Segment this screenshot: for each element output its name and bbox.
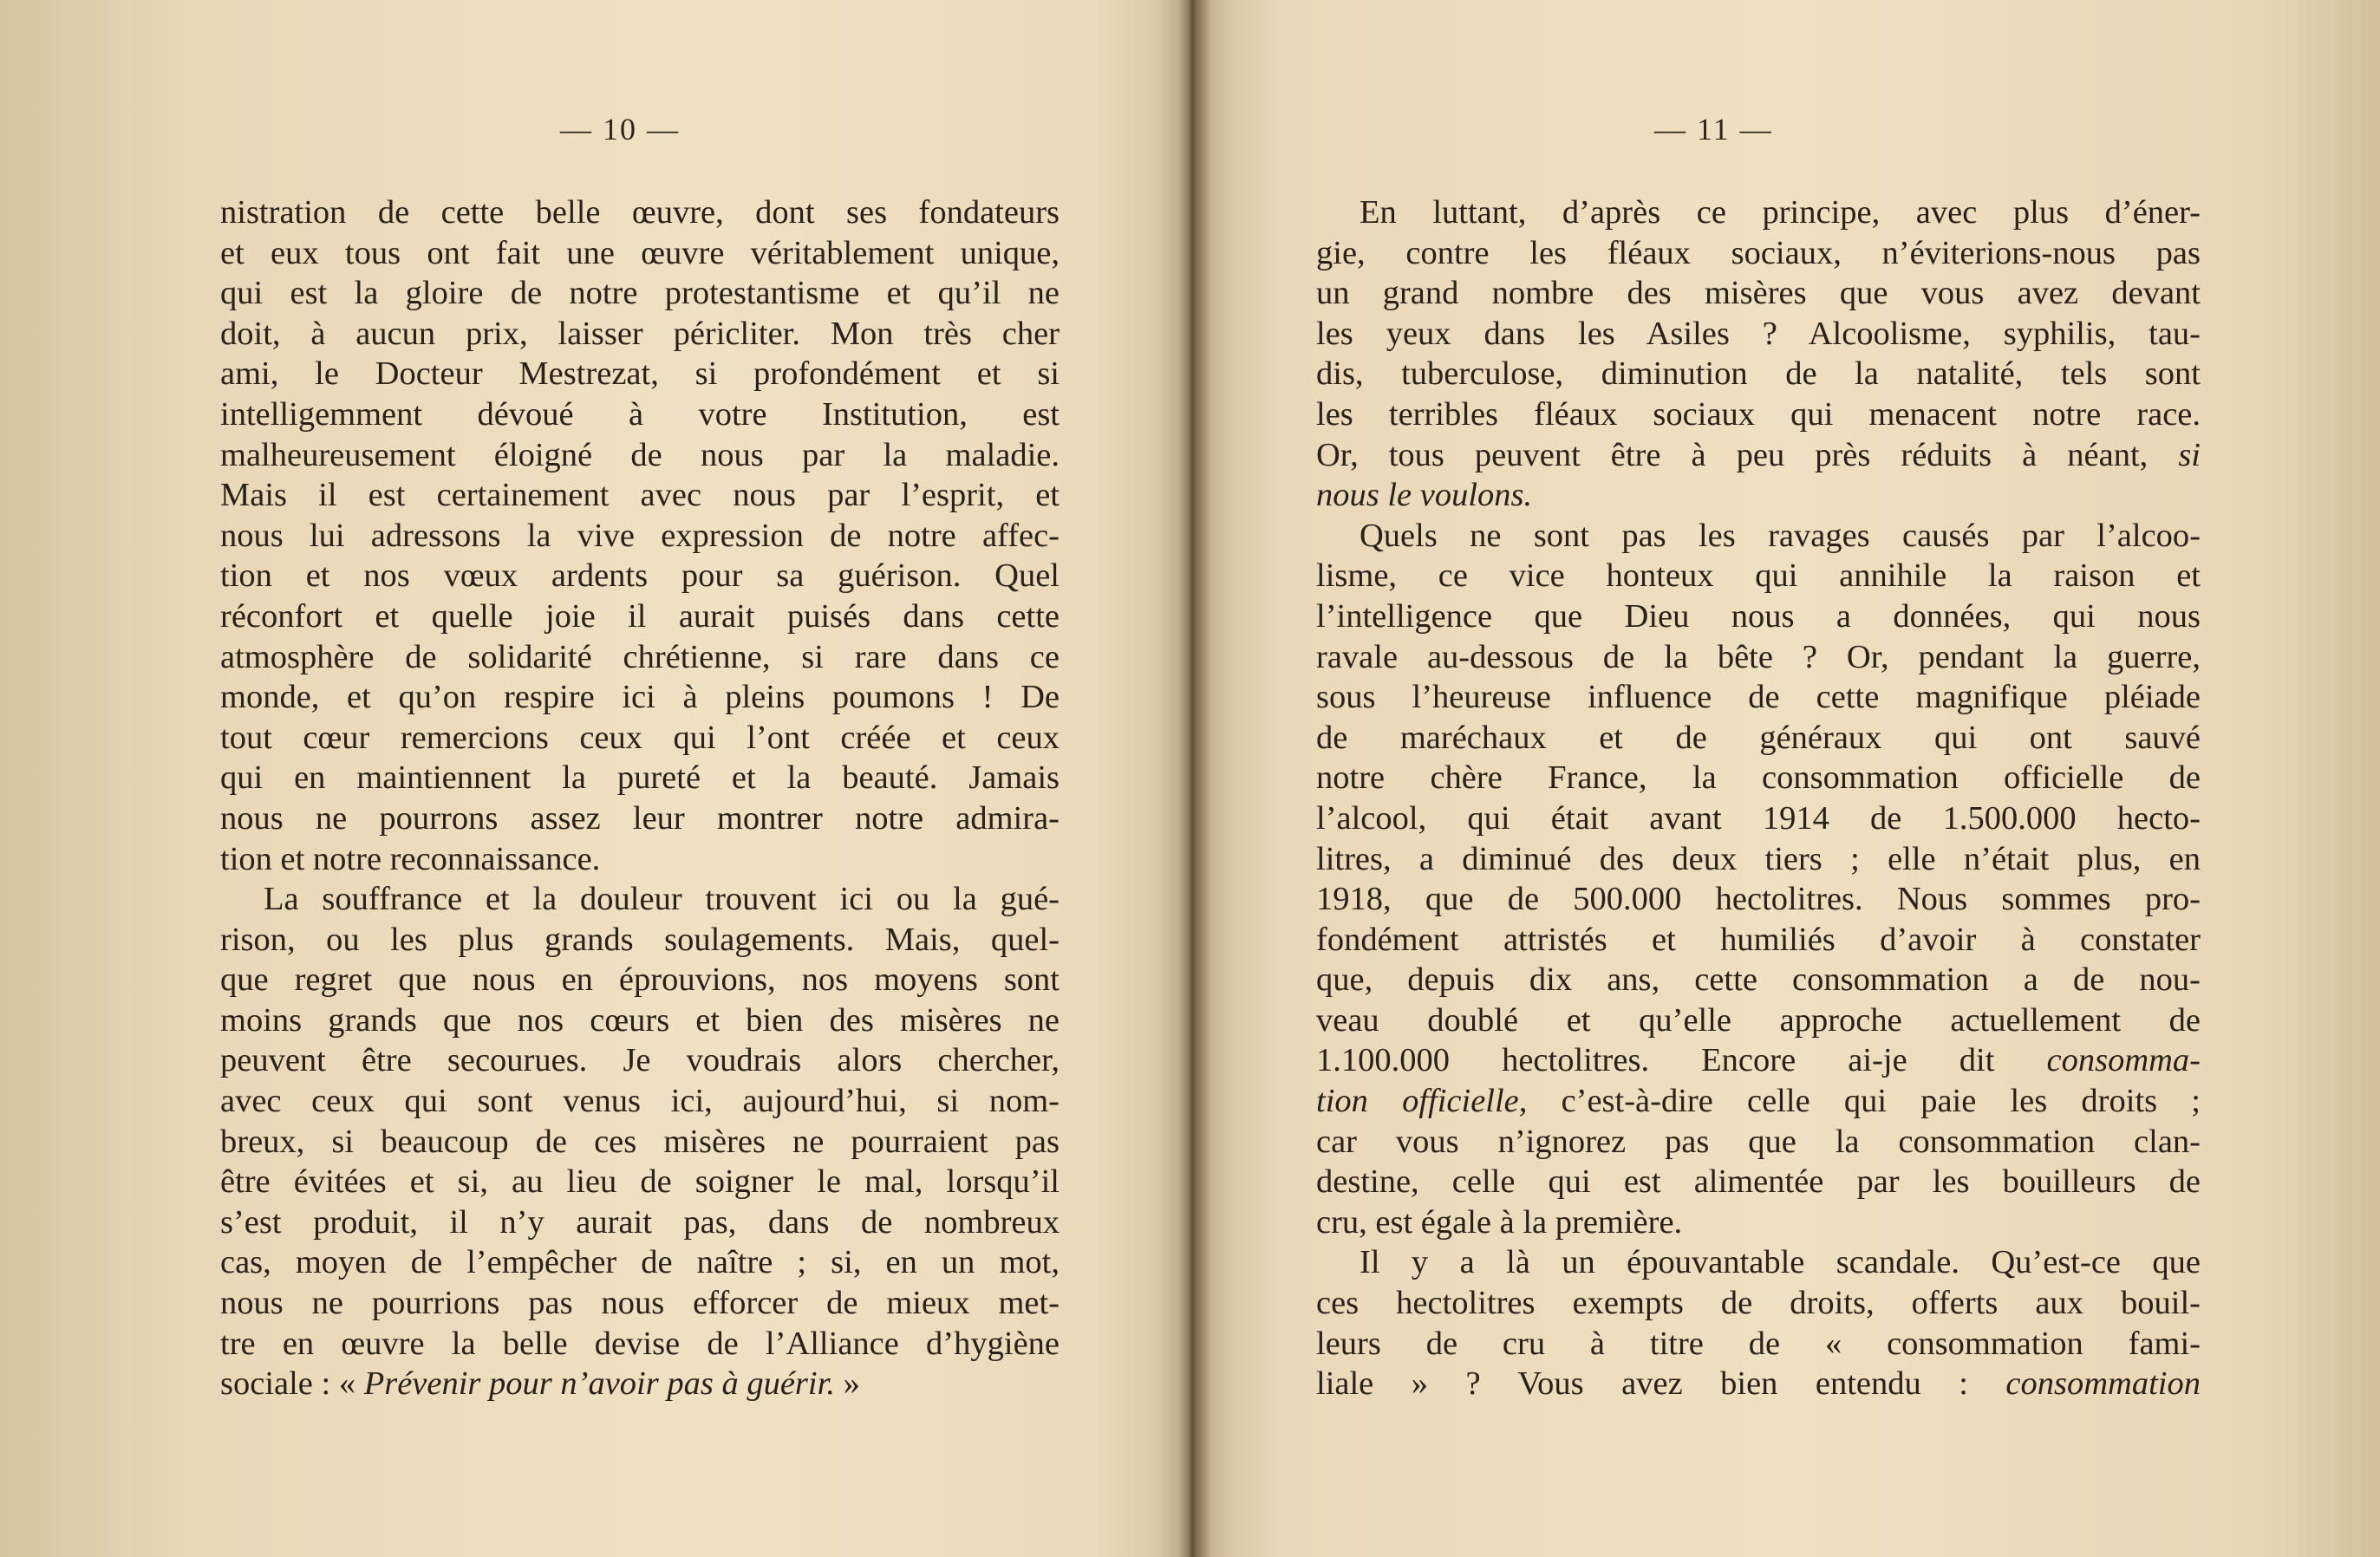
page-number-right: — 11 — xyxy=(1654,112,1773,147)
motto-suffix: » xyxy=(834,1365,860,1403)
text-line: peuvent être secourues. Je voudrais alors chercher, xyxy=(220,1042,1060,1079)
text-line: atmosphère de solidarité chrétienne, si rare dans ce xyxy=(220,638,1060,675)
text-line: intelligemment dévoué à votre Institution, est xyxy=(220,395,1060,433)
text-line: tout cœur remercions ceux qui l’ont créée et ceux xyxy=(220,719,1060,756)
text-line: les yeux dans les Asiles ? Alcoolisme, syphilis, tau- xyxy=(1316,315,2201,352)
text-line: Quels ne sont pas les ravages causés par l’alcoo- xyxy=(1360,517,2201,554)
italic-span: tion officielle, xyxy=(1316,1083,1528,1120)
text-line: l’alcool, qui était avant 1914 de 1.500.000 hecto- xyxy=(1316,799,2201,837)
text-line xyxy=(1316,435,2201,476)
text-line xyxy=(1316,1040,2201,1081)
text-line: En luttant, d’après ce principe, avec plus d’éner- xyxy=(1360,194,2201,231)
text-line: s’est produit, il n’y aurait pas, dans de nombreux xyxy=(220,1203,1060,1241)
text-line: moins grands que nos cœurs et bien des misères ne xyxy=(220,1001,1060,1039)
text-line: leurs de cru à titre de « consommation fami- xyxy=(1316,1325,2201,1362)
italic-span: si xyxy=(2178,436,2201,473)
text-line: monde, et qu’on respire ici à pleins poumons ! De xyxy=(220,679,1060,716)
text-line: Mais il est certainement avec nous par l’esprit, et xyxy=(220,477,1060,514)
text-line: l’intelligence que Dieu nous a données, qui nous xyxy=(1316,597,2201,635)
text-line: La souffrance et la douleur trouvent ici ou la gué- xyxy=(264,881,1060,918)
text-line: nistration de cette belle œuvre, dont ses fondateurs xyxy=(220,194,1060,231)
text-line xyxy=(1316,475,2201,516)
text-line: tion et notre reconnaissance. xyxy=(220,840,601,877)
italic-span: nous le voulons. xyxy=(1316,477,1533,514)
italic-span: consommation xyxy=(2005,1365,2201,1403)
left-page xyxy=(0,0,1186,1557)
text-line: 1918, que de 500.000 hectolitres. Nous sommes pro- xyxy=(1316,881,2201,918)
text-line: tion et nos vœux ardents pour sa guérison. Quel xyxy=(220,557,1060,595)
right-page xyxy=(1190,0,2380,1557)
page-number-left: — 10 — xyxy=(560,112,680,147)
text-line: rison, ou les plus grands soulagements. Mais, quel- xyxy=(220,921,1060,958)
text-line: fondément attristés et humiliés d’avoir à constater xyxy=(1316,921,2201,958)
text-line: ami, le Docteur Mestrezat, si profondément et si xyxy=(220,355,1060,393)
text-line: Il y a là un épouvantable scandale. Qu’est-ce que xyxy=(1360,1244,2201,1281)
text-span: 1.100.000 hectolitres. Encore ai-je dit xyxy=(1316,1042,2047,1079)
text-line: destine, celle qui est alimentée par les bouilleurs de xyxy=(1316,1163,2201,1201)
text-line: qui est la gloire de notre protestantisme et qu’il ne xyxy=(220,275,1060,312)
left-page-body xyxy=(220,192,1060,1404)
text-span: c’est-à-dire celle qui paie les droits ; xyxy=(1527,1083,2201,1120)
text-line-motto xyxy=(220,1364,1060,1404)
text-line: doit, à aucun prix, laisser péricliter. Mon très cher xyxy=(220,315,1060,352)
text-line: breux, si beaucoup de ces misères ne pourraient pas xyxy=(220,1123,1060,1160)
text-line: avec ceux qui sont venus ici, aujourd’hui, si nom- xyxy=(220,1083,1060,1120)
text-line: les terribles fléaux sociaux qui menacent notre race. xyxy=(1316,395,2201,433)
text-line: cru, est égale à la première. xyxy=(1316,1203,1683,1241)
motto-italic: Prévenir pour n’avoir pas à guérir. xyxy=(363,1365,835,1403)
text-line: malheureusement éloigné de nous par la maladie. xyxy=(220,436,1060,473)
text-line: cas, moyen de l’empêcher de naître ; si, en un mot, xyxy=(220,1244,1060,1281)
text-line: être évitées et si, au lieu de soigner le mal, lorsqu’il xyxy=(220,1163,1060,1201)
text-line: nous ne pourrons assez leur montrer notre admira- xyxy=(220,799,1060,837)
text-line xyxy=(1316,1364,2201,1404)
text-line: qui en maintiennent la pureté et la beauté. Jamais xyxy=(220,759,1060,797)
text-line: ravale au-dessous de la bête ? Or, pendant la guerre, xyxy=(1316,638,2201,675)
text-line: nous ne pourrions pas nous efforcer de mieux met- xyxy=(220,1285,1060,1322)
text-line: litres, a diminué des deux tiers ; elle n’était plus, en xyxy=(1316,840,2201,877)
motto-prefix: sociale : « xyxy=(220,1365,364,1403)
text-line: car vous n’ignorez pas que la consommation clan- xyxy=(1316,1123,2201,1160)
text-span: liale » ? Vous avez bien entendu : xyxy=(1316,1365,2006,1403)
italic-span: consomma- xyxy=(2046,1042,2201,1079)
text-line: veau doublé et qu’elle approche actuellement de xyxy=(1316,1001,2201,1039)
text-span: Or, tous peuvent être à peu près réduits à néant, xyxy=(1316,436,2179,473)
text-line: nous lui adressons la vive expression de notre affec- xyxy=(220,517,1060,554)
text-line: un grand nombre des misères que vous avez devant xyxy=(1316,275,2201,312)
text-line: et eux tous ont fait une œuvre véritablement unique, xyxy=(220,234,1060,271)
text-line: lisme, ce vice honteux qui annihile la raison et xyxy=(1316,557,2201,595)
text-line: que regret que nous en éprouvions, nos moyens sont xyxy=(220,961,1060,999)
text-line: de maréchaux et de généraux qui ont sauvé xyxy=(1316,719,2201,756)
text-line: réconfort et quelle joie il aurait puisés dans cette xyxy=(220,597,1060,635)
text-line: que, depuis dix ans, cette consommation a de nou- xyxy=(1316,961,2201,999)
text-line: dis, tuberculose, diminution de la natalité, tels sont xyxy=(1316,355,2201,393)
text-line: gie, contre les fléaux sociaux, n’éviterions-nous pas xyxy=(1316,234,2201,271)
text-line: sous l’heureuse influence de cette magnifique pléiade xyxy=(1316,679,2201,716)
text-line: tre en œuvre la belle devise de l’Alliance d’hygiène xyxy=(220,1325,1060,1362)
text-line xyxy=(1316,1081,2201,1122)
text-line: notre chère France, la consommation officielle de xyxy=(1316,759,2201,797)
right-page-body xyxy=(1316,192,2201,1404)
text-line: ces hectolitres exempts de droits, offerts aux bouil- xyxy=(1316,1285,2201,1322)
